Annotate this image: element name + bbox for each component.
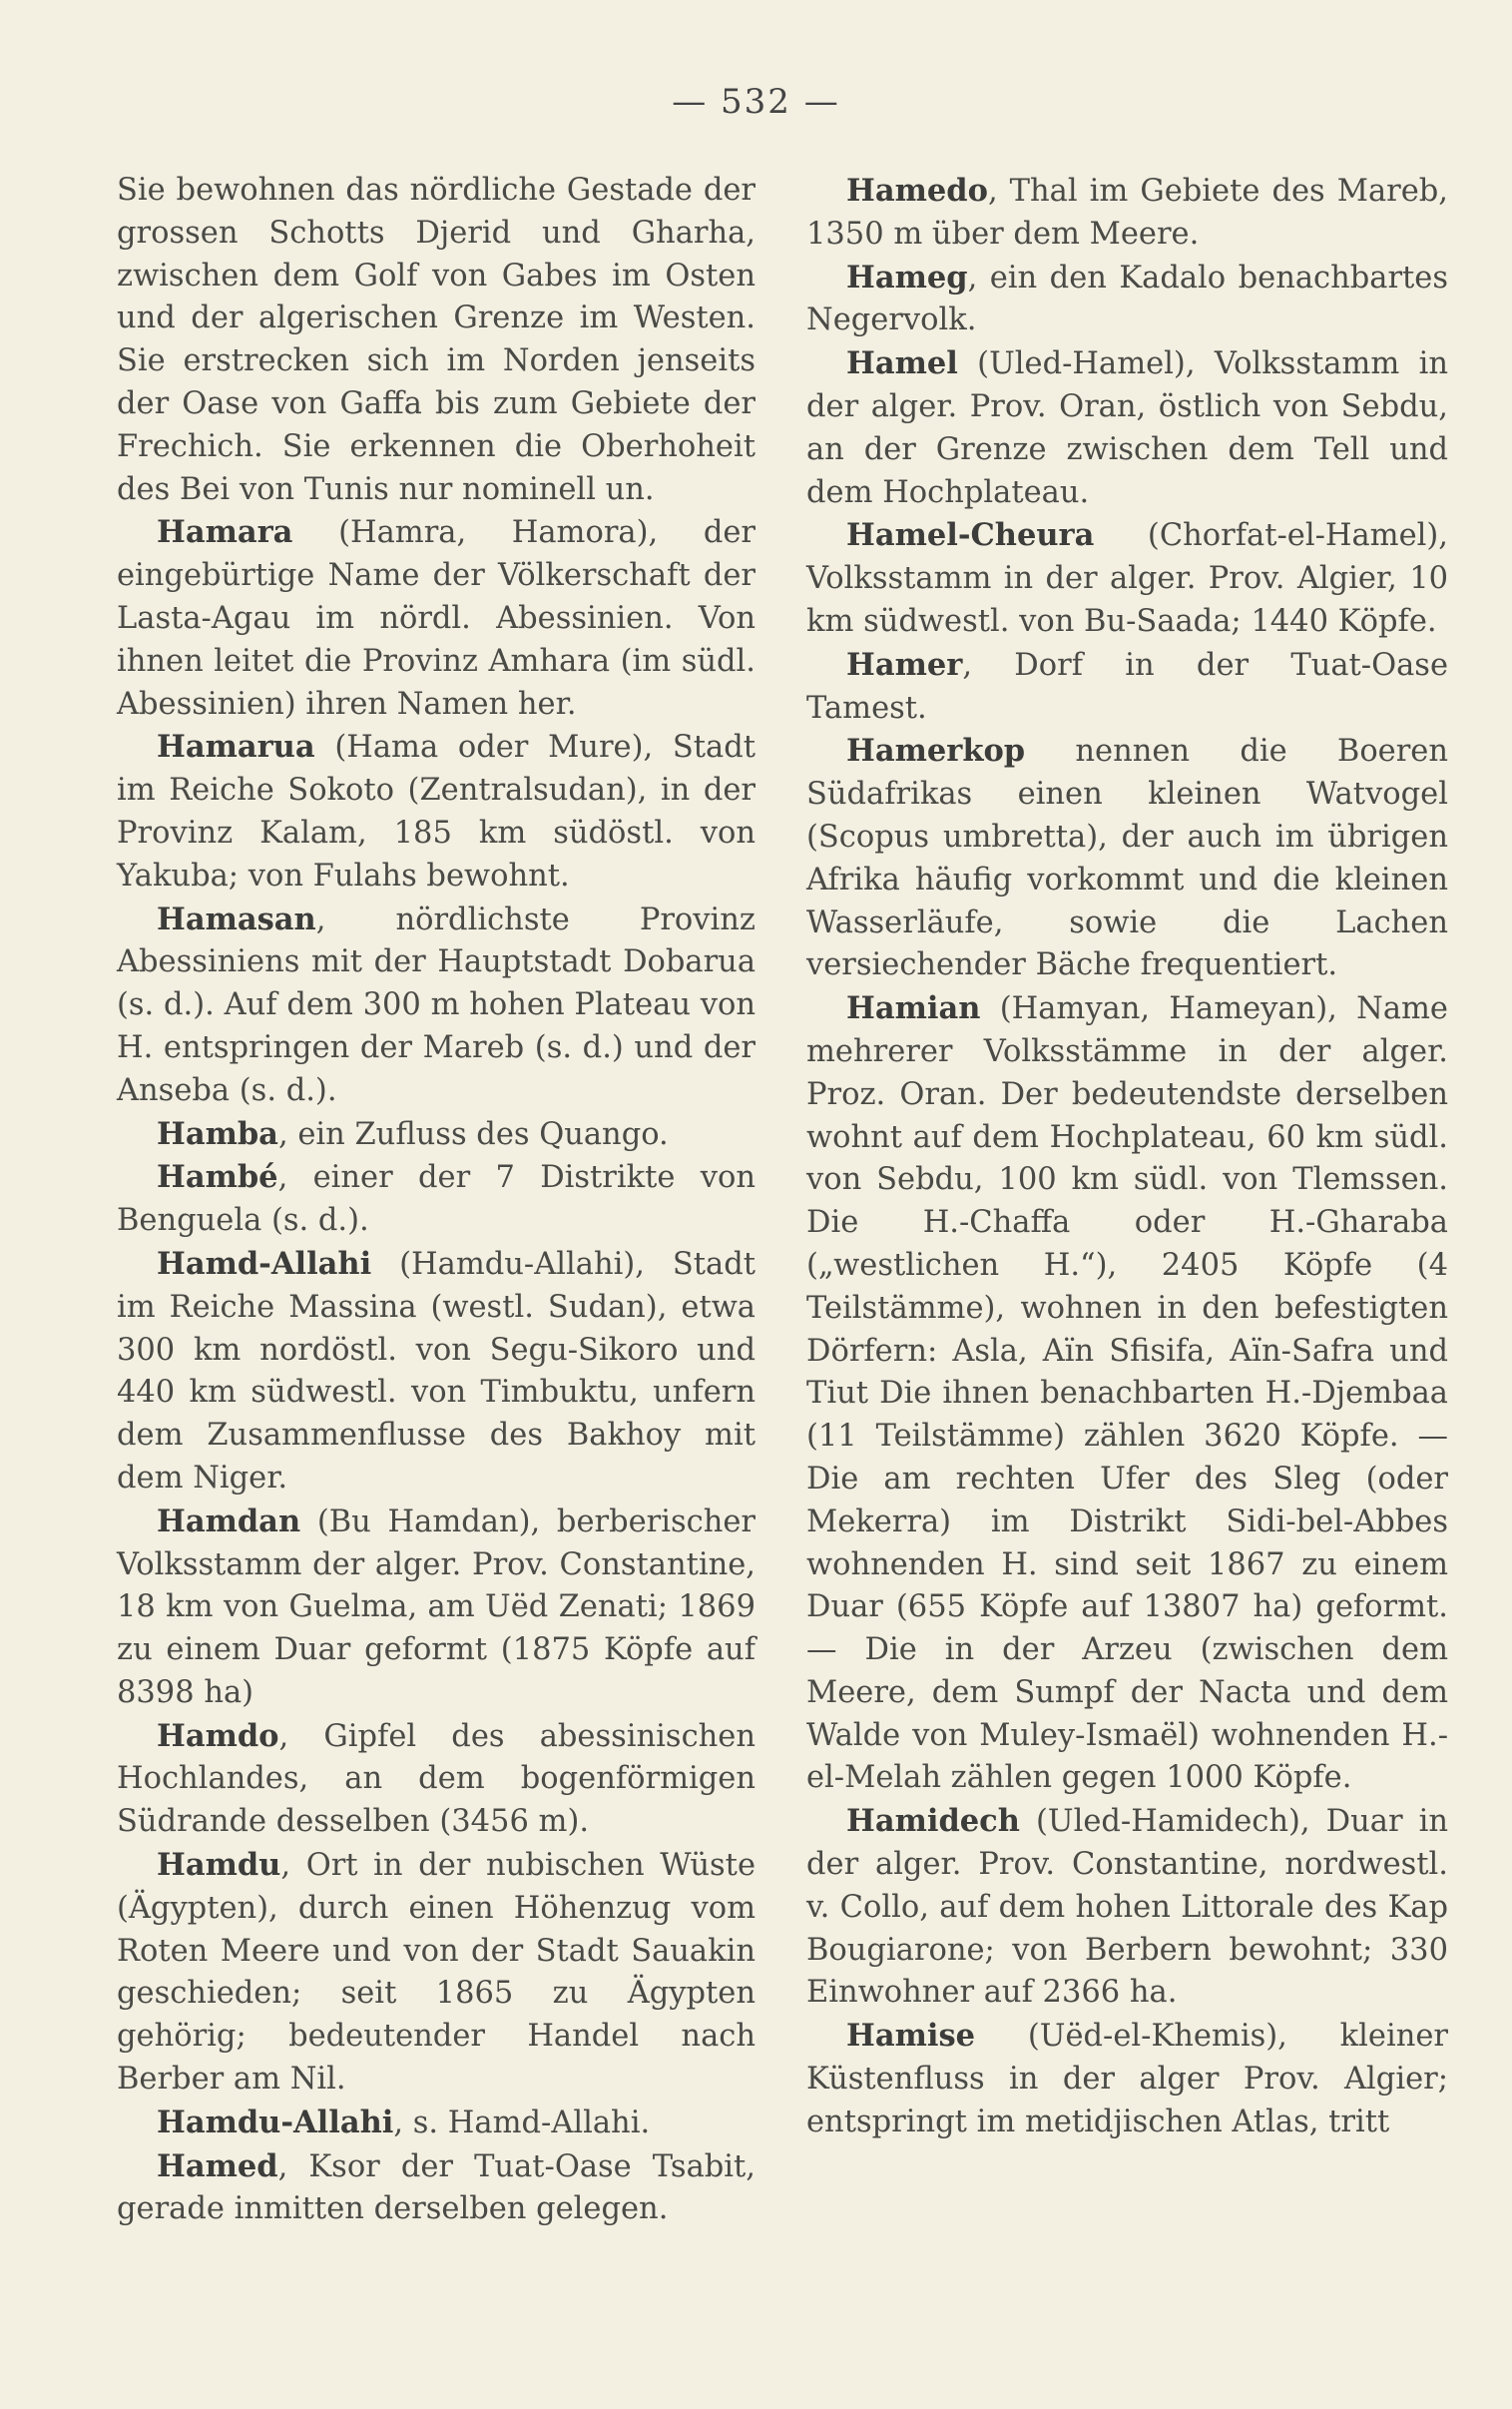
entry-text: , s. Hamd-Allahi. [393, 2105, 651, 2140]
entry-headword: Hamidech [846, 1803, 1020, 1840]
page-number: — 532 — [672, 82, 840, 122]
entry-text: , Gipfel des abessinischen Hochlandes, an dem bogenförmigen Südrande desselben (3456 m). [117, 1718, 756, 1840]
entry-text: (Uled-Hamidech), Duar in der alger. Prov. Constantine, nordwestl. v. Collo, auf dem hohen Littorale des Kap Bougiarone; von Berbern bewohnt; 330 Einwohner auf 2366 ha. [806, 1804, 1448, 2011]
entry-text: (Chorfat-el-Hamel), Volksstamm in der alger. Prov. Algier, 10 km südwestl. von Bu-Saada; 1440 Köpfe. [806, 518, 1448, 639]
entry-headword: Hamd-Allahi [157, 1245, 372, 1282]
entry-headword: Hamarua [157, 729, 315, 766]
entry-hamdu [117, 1844, 756, 2102]
entry-headword: Hamdu-Allahi [157, 2104, 394, 2140]
entry-text: (Uled-Hamel), Volksstamm in der alger. Prov. Oran, östlich von Sebdu, an der Grenze zwischen dem Tell und dem Hochplateau. [806, 346, 1448, 510]
entry-headword: Hamdo [157, 1717, 279, 1754]
entry-text: , Ksor der Tuat-Oase Tsabit, gerade inmitten derselben gelegen. [117, 2148, 756, 2227]
entry-text: (Bu Hamdan), berberischer Volksstamm der alger. Prov. Constantine, 18 km von Guelma, am Uëd Zenati; 1869 zu einem Duar geformt (1875 Köpfe auf 8398 ha) [117, 1504, 756, 1710]
entry-headword: Hamer [846, 646, 963, 683]
entry-hambe [117, 1156, 756, 1243]
entry-headword: Hamed [157, 2147, 278, 2184]
entry-text: , Thal im Gebiete des Mareb, 1350 m über dem Meere. [806, 174, 1448, 252]
entry-hamedo [806, 170, 1448, 257]
entry-hamdo [117, 1715, 756, 1844]
entry-headword: Hamara [157, 514, 293, 551]
entry-hamidech [806, 1800, 1448, 2015]
entry-hamarua [117, 726, 756, 898]
entry-text: , Dorf in der Tuat-Oase Tamest. [806, 647, 1448, 726]
entry-hamasan [117, 899, 756, 1113]
left-column [117, 170, 756, 2231]
entry-hamara [117, 511, 756, 726]
entry-continuation [117, 170, 756, 511]
entry-text: (Uëd-el-Khemis), kleiner Küstenfluss in der alger Prov. Algier; entspringt im metidjischen Atlas, tritt [806, 2019, 1448, 2139]
entry-hamdan [117, 1501, 756, 1715]
entry-headword: Hamel [846, 345, 958, 382]
entry-text: , ein Zufluss des Quango. [277, 1116, 669, 1152]
entry-headword: Hameg [846, 259, 968, 296]
entry-hamian [806, 987, 1448, 1800]
entry-text: , nördlichste Provinz Abessiniens mit der Hauptstadt Dobarua (s. d.). Auf dem 300 m hohen Plateau von H. entspringen der Mareb (s. d.) und der Anseba (s. d.). [117, 902, 756, 1108]
right-column [806, 170, 1448, 2144]
entry-hamdu-allahi [117, 2102, 756, 2145]
entry-text: (Hamdu-Allahi), Stadt im Reiche Massina (westl. Sudan), etwa 300 km nordöstl. von Segu-Sikoro und 440 km südwestl. von Timbuktu, unfern dem Zusammenflusse des Bakhoy mit dem Niger. [117, 1246, 756, 1496]
entry-hamerkop [806, 730, 1448, 987]
entry-text: , Ort in der nubischen Wüste (Ägypten), durch einen Höhenzug vom Roten Meere und von der Stadt Sauakin geschieden; seit 1865 zu Ägypten gehörig; bedeutender Handel nach Berber am Nil. [117, 1848, 756, 2098]
entry-text: Sie bewohnen das nördliche Gestade der grossen Schotts Djerid und Gharha, zwischen dem Golf von Gabes im Osten und der algerischen Grenze im Westen. Sie erstrecken sich im Norden jenseits der Oase von Gaffa bis zum Gebiete der Frechich. Sie erkennen die Oberhoheit des Bei von Tunis nur nominell un. [117, 173, 756, 507]
entry-headword: Hamedo [846, 173, 988, 209]
entry-text: nennen die Boeren Südafrikas einen kleinen Watvogel (Scopus umbretta), der auch im übrigen Afrika häufig vorkommt und die kleinen Wasserläufe, sowie die Lachen versiechender Bäche frequentiert. [806, 734, 1448, 983]
entry-headword: Hamel-Cheura [846, 517, 1095, 554]
entry-text: (Hamra, Hamora), der eingebürtige Name der Völkerschaft der Lasta-Agau im nördl. Abessinien. Von ihnen leitet die Provinz Amhara (im südl. Abessinien) ihren Namen her. [117, 515, 756, 722]
entry-text: (Hamyan, Hameyan), Name mehrerer Volksstämme in der alger. Proz. Oran. Der bedeutendste derselben wohnt auf dem Hochplateau, 60 km südl. von Sebdu, 100 km südl. von Tlemssen. Die H.-Chaffa oder H.-Gharaba („westlichen H.“), 2405 Köpfe (4 Teilstämme), wohnen in den befestigten Dörfern: Asla, Aïn Sfisifa, Aïn-Safra und Tiut Die ihnen benachbarten H.-Djembaa (11 Teilstämme) zählen 3620 Köpfe. — Die am rechten Ufer des Sleg (oder Mekerra) im Distrikt Sidi-bel-Abbes wohnenden H. sind seit 1867 zu einem Duar (655 Köpfe auf 13807 ha) geformt. — Die in der Arzeu (zwischen dem Meere, dem Sumpf der Nacta und dem Walde von Muley-Ismaël) wohnenden H.-el-Melah zählen gegen 1000 Köpfe. [806, 991, 1448, 1796]
entry-hameg [806, 257, 1448, 343]
entry-hamed [117, 2145, 756, 2232]
entry-text: , ein den Kadalo benachbartes Negervolk. [806, 260, 1448, 338]
entry-text: , einer der 7 Distrikte von Benguela (s. d.). [117, 1160, 756, 1239]
entry-headword: Hamba [157, 1115, 278, 1152]
entry-hamba [117, 1113, 756, 1157]
entry-headword: Hamdan [157, 1503, 301, 1539]
entry-hamd-allahi [117, 1243, 756, 1501]
entry-headword: Hambé [157, 1159, 278, 1196]
entry-hamise [806, 2015, 1448, 2143]
entry-headword: Hamerkop [846, 733, 1026, 770]
entry-headword: Hamise [846, 2018, 976, 2055]
entry-headword: Hamasan [157, 901, 316, 937]
entry-text: (Hama oder Mure), Stadt im Reiche Sokoto (Zentralsudan), in der Provinz Kalam, 185 km südöstl. von Yakuba; von Fulahs bewohnt. [117, 730, 756, 894]
entry-headword: Hamdu [157, 1847, 281, 1884]
entry-hamer [806, 644, 1448, 731]
entry-headword: Hamian [846, 990, 981, 1027]
entry-hamel-cheura [806, 514, 1448, 643]
entry-hamel [806, 342, 1448, 514]
